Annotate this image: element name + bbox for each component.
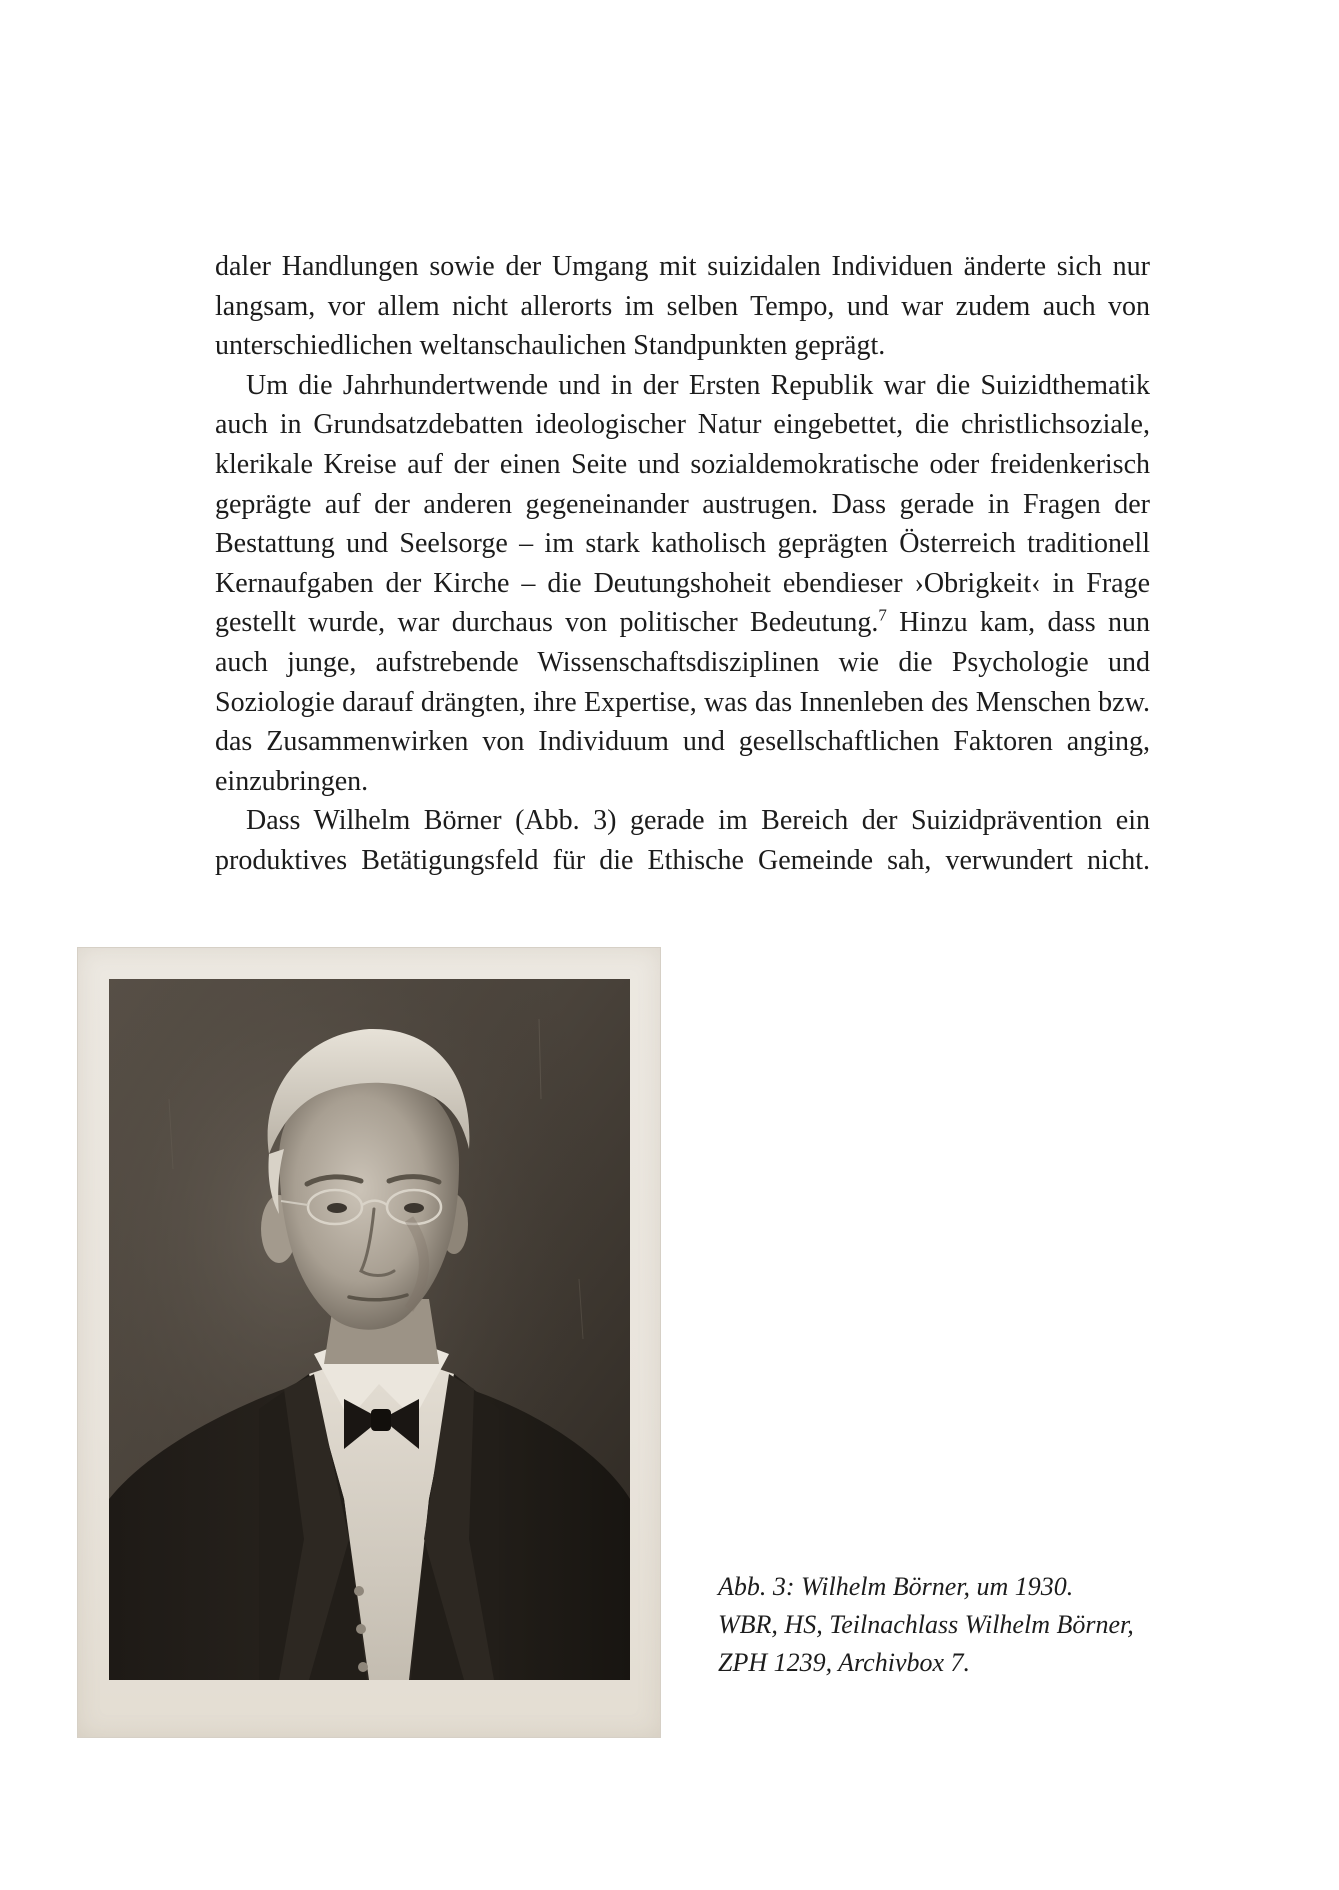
paragraph-2 [215,366,1150,802]
paragraph-3: Dass Wilhelm Börner (Abb. 3) gerade im Bereich der Suizidprävention ein produktives Betätigungsfeld für die Ethische Gemeinde sah, verwundert nicht. [215,805,1150,876]
body-text [215,247,1150,881]
portrait-photo-mount [77,947,661,1738]
figure-caption [718,1568,1188,1682]
portrait-photograph [109,979,630,1680]
paragraph-2-text-after-note: Hinzu kam, dass nun auch junge, aufstrebende Wissenschaftsdisziplinen wie die Psychologie und Soziologie darauf drängten, ihre Expertise, was das Innenleben des Menschen bzw. das Zusammenwirken von Individuum und gesellschaftlichen Faktoren anging, einzubringen. [215,607,1150,797]
portrait-illustration [109,979,630,1680]
paragraph-1: daler Handlungen sowie der Umgang mit suizidalen Individuen änderte sich nur langsam, vor allem nicht allerorts im selben Tempo, und war zudem auch von unterschiedlichen weltanschaulichen Standpunkten geprägt. [215,251,1150,362]
paragraph-2-text-before-note: Um die Jahrhundertwende und in der Ersten Republik war die Suizidthematik auch in Grundsatzdebatten ideologischer Natur eingebettet, die christlichsoziale, klerikale Kreise auf der einen Seite und sozialdemokratische oder freidenkerisch geprägte auf der anderen gegeneinander austrugen. Dass gerade in Fragen der Bestattung und Seelsorge – im stark katholisch geprägten Österreich traditionell Kernaufgaben der Kirche – die Deutungshoheit ebendieser ›Obrigkeit‹ in Frage gestellt wurde, war durchaus von politischer Bedeutung. [215,369,1150,639]
caption-line-1: Abb. 3: Wilhelm Börner, um 1930. [718,1572,1074,1601]
caption-line-2: WBR, HS, Teilnachlass Wilhelm Börner, [718,1610,1134,1639]
footnote-marker: 7 [878,606,887,626]
caption-line-3: ZPH 1239, Archivbox 7. [718,1648,971,1677]
